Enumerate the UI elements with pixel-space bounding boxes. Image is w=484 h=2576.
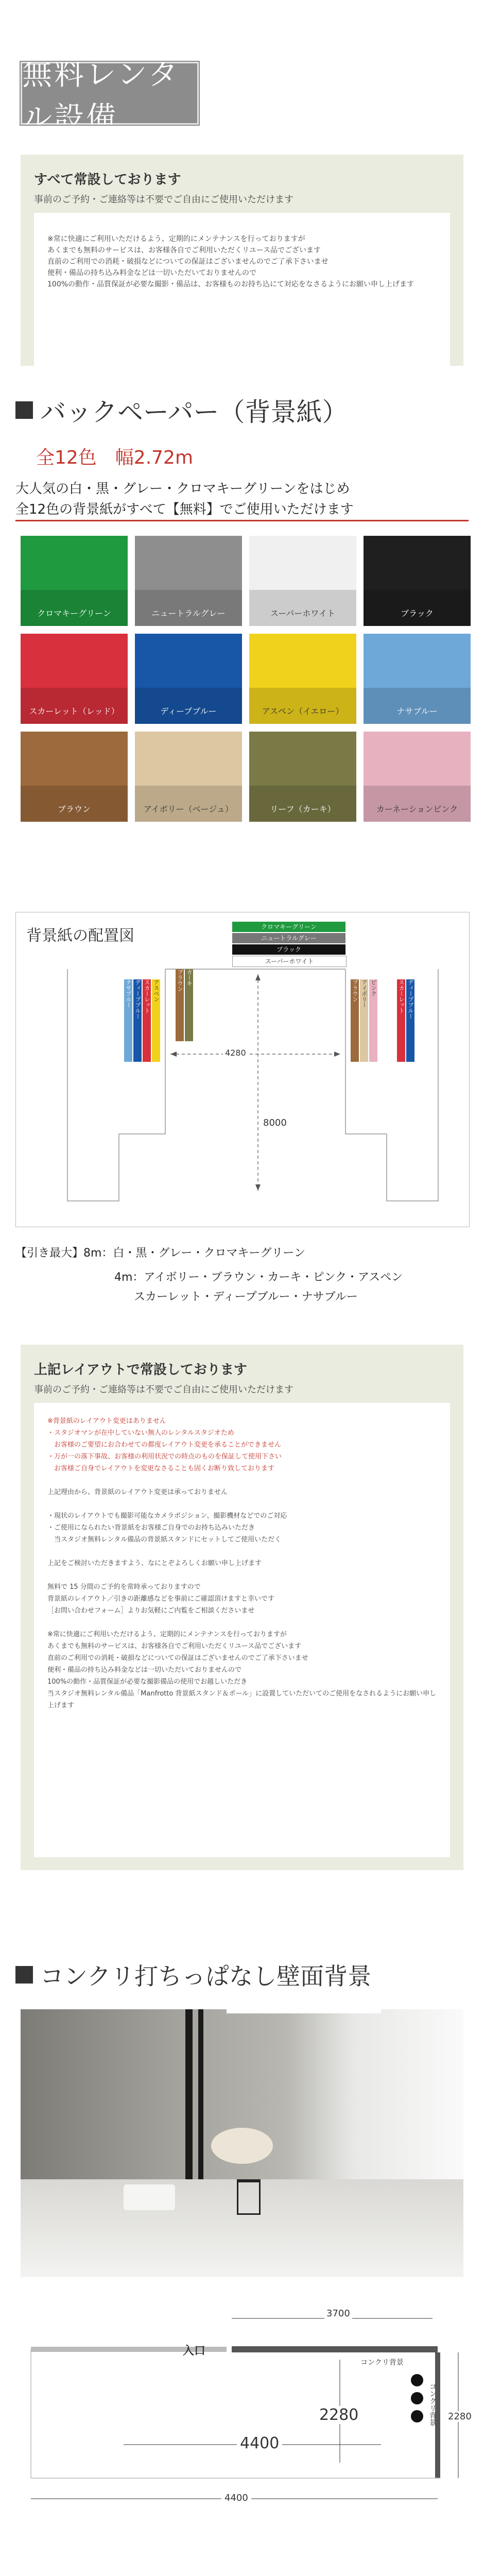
black-pipe	[198, 2009, 203, 2179]
notice-subtext: 事前のご予約・ご連絡等は不要でご自由にご使用いただけます	[34, 194, 293, 205]
notice-body	[34, 213, 450, 366]
notice2-line: ・万が一の落下事故、お客様の利用状況での時点のものを保証して使用下さい	[47, 1453, 282, 1461]
floor-plan-lines	[21, 2308, 463, 2509]
white-sofa	[124, 2184, 175, 2210]
notice2-line: 背景紙のレイアウト／引きの距離感などを事前にご確認頂けますと幸いです	[47, 1595, 274, 1603]
notice-line: 100%の動作・品質保証が必要な撮影・備品は、お客様ものお持ち込にて対応をなさるようにお願い申し上げます	[47, 280, 414, 289]
concrete-bg-label-top: コンクリ背景	[360, 2359, 404, 2367]
notice2-subtext: 事前のご予約・ご連絡等は不要でご自由にご使用いただけます	[34, 1384, 293, 1395]
notice2-line: あくまでも無料のサービスは、お客様各自でご利用いただくリユース品でございます	[47, 1642, 302, 1650]
swatch-label: ニュートラルグレー	[151, 608, 226, 618]
notice2-line	[47, 1475, 437, 1486]
backpaper-swatch	[364, 536, 471, 626]
notice2-line: 100%の動作・品質保証が必要な撮影備品の使用でお越しいただき	[47, 1678, 248, 1686]
swatch-label: ディープブルー	[160, 706, 217, 716]
notice2-line: ※常に快適にご利用いただけるよう、定期的にメンテナンスを行っておりますが	[47, 1631, 287, 1638]
bottom-width-label: 4400	[221, 2493, 251, 2503]
right-paper-deep: ディープブルー	[406, 979, 414, 1062]
top-paper-green: クロマキーグリーン	[232, 922, 345, 932]
backpaper-swatch	[364, 732, 471, 822]
swatch-label: カーネーションピンク	[376, 804, 458, 814]
top-paper-white: スーパーホワイト	[232, 956, 347, 967]
layout-diagram	[15, 912, 470, 1227]
notice2-line: 直前のご利用での消耗・破損などについての保証はございませんのでご了承下さいませ	[47, 1654, 308, 1662]
swatch-label: ブラック	[401, 608, 434, 618]
backpaper-swatch	[135, 536, 242, 626]
left-paper-scarlet: スカーレット	[143, 979, 151, 1062]
notice2-line: 当スタジオ無料レンタル備品「Manfrotto 背景紙スタンド＆ポール」に設置していただいてのご使用をなされるようにお願い申し上げます	[47, 1690, 437, 1709]
concrete-studio-photo	[21, 2009, 463, 2277]
backpaper-heading	[15, 392, 348, 429]
swatch-label: スーパーホワイト	[270, 608, 335, 618]
inner-width-label: 4400	[237, 2434, 282, 2452]
swatch-label: スカーレット（レッド）	[29, 706, 119, 716]
maxdepth-line-2b: スカーレット・ディープブルー・ナサブルー	[134, 1291, 358, 1303]
entrance-label: 入口	[183, 2345, 206, 2358]
maxdepth-line-2a: 4m：アイボリー・ブラウン・カーキ・ピンク・アスペン	[114, 1271, 403, 1284]
top-paper-black: ブラック	[232, 944, 345, 955]
left-paper-aspen: アスペン	[152, 979, 160, 1062]
concrete-heading	[15, 1958, 371, 1992]
page-title: 無料レンタル設備	[21, 62, 199, 125]
notice-line: あくまでも無料のサービスは、お客様各自でご利用いただくリユース品でございます	[47, 246, 321, 255]
left-paper-deep: ディープブルー	[133, 979, 142, 1062]
swatch-label: リーフ（カーキ）	[270, 804, 336, 814]
backpaper-swatch	[21, 536, 128, 626]
top-width-label: 3700	[324, 2308, 352, 2319]
ceiling-light	[227, 2009, 381, 2013]
right-paper-scarlet: スカーレット	[397, 979, 405, 1062]
pampas-decoration	[211, 2128, 273, 2164]
notice2-line: 上記をご検討いただきますよう、なにとぞよろしくお願い申し上げます	[47, 1560, 262, 1567]
notice2-line	[47, 1569, 437, 1581]
notice2-line: ※背景紙のレイアウト変更はありません	[47, 1417, 166, 1425]
top-paper-grey: ニュートラルグレー	[232, 933, 345, 943]
right-paper-ivory: アイボリー	[360, 979, 368, 1062]
backpaper-swatch	[249, 536, 356, 626]
left-paper-khaki: カーキ	[185, 969, 193, 1041]
concrete-floor-plan	[21, 2308, 472, 2509]
swatch-label: クロマキーグリーン	[37, 608, 111, 618]
right-paper-pink: ピンク	[369, 979, 377, 1062]
swatch-label: ブラウン	[57, 804, 91, 814]
notice2-line: ・スタジオマンが在中していない無人のレンタルスタジオため	[47, 1429, 234, 1437]
left-paper-nasa: ナサブルー	[124, 979, 132, 1062]
notice-heading: すべて常設しております	[34, 172, 181, 188]
backpaper-desc-1: 大人気の白・黒・グレー・クロマキーグリーンをはじめ	[15, 481, 350, 497]
backpaper-count: 全12色 幅2.72m	[36, 447, 194, 468]
notice2-line: ・現状のレイアウトでも撮影可能なカメラポジション、撮影機材などでのご対応	[47, 1512, 287, 1520]
swatch-label: アイボリー（ベージュ）	[144, 804, 233, 814]
heading-square-icon	[15, 401, 33, 419]
notice-panel-1	[21, 155, 463, 366]
layout-heading: 背景紙の配置図	[26, 927, 134, 945]
swatch-label: ナサブルー	[396, 706, 438, 716]
notice2-line: お客様ご自身でレイアウトを変更なさることも固くお断り致しております	[47, 1465, 274, 1472]
backpaper-swatch	[21, 732, 128, 822]
notice2-line	[47, 1617, 437, 1629]
backpaper-swatch	[249, 732, 356, 822]
room-outline	[16, 912, 469, 1227]
backpaper-swatch	[249, 634, 356, 724]
notice-line: 便利・備品の持ち込み料金などは一切いただいておりませんので	[47, 269, 256, 277]
notice-panel-2	[21, 1345, 463, 1870]
height-right-label: 2280	[448, 2411, 472, 2422]
notice2-line: お客様のご要望にお合わせての都度レイアウト変更を承ることができません	[47, 1441, 281, 1449]
notice2-line: ・ご使用になられたい背景紙をお客様ご自身でのお持ち込みいただき	[47, 1524, 255, 1532]
notice-line: 直前のご利用での消耗・破損などについての保証はございませんのでご了承下さいませ	[47, 258, 329, 266]
left-paper-brown: ブラウン	[176, 969, 184, 1041]
maxdepth-line-1: 【引き最大】8m：白・黒・グレー・クロマキーグリーン	[15, 1247, 305, 1260]
notice2-body	[34, 1403, 450, 1857]
notice2-line	[47, 1498, 437, 1510]
black-pipe	[185, 2009, 193, 2179]
notice2-line: 上記理由から、背景紙のレイアウト変更は承っておりません	[47, 1488, 228, 1496]
backpaper-heading-text: バックペーパー（背景紙）	[40, 397, 348, 427]
notice-line: ※常に快適にご利用いただけるよう、定期的にメンテナンスを行っておりますが	[47, 235, 305, 243]
backpaper-swatch	[364, 634, 471, 724]
backpaper-desc-2: 全12色の背景紙がすべて【無料】でご使用いただけます	[15, 499, 469, 521]
depth-label: 8000	[263, 1117, 287, 1128]
heading-square-icon	[15, 1966, 33, 1984]
notice2-line	[47, 1546, 437, 1557]
notice2-line: 当スタジオ無料レンタル備品の背景紙スタンドにセットしてご使用いただく	[47, 1536, 282, 1544]
backpaper-swatch	[21, 634, 128, 724]
concrete-bg-label-side: コンクリ背景	[428, 2383, 437, 2426]
backpaper-swatch	[135, 732, 242, 822]
width-label: 4280	[223, 1048, 248, 1058]
notice2-line: 無料で 15 分間のご予約を常時承っておりますので	[47, 1583, 201, 1591]
notice2-line: ［お問い合わせフォーム］よりお気軽にご内覧をご相談くださいませ	[47, 1607, 255, 1615]
right-paper-brown: ブラウン	[351, 979, 359, 1062]
swatch-label: アスペン（イエロー）	[262, 706, 344, 716]
height-inner-label: 2280	[319, 2406, 359, 2424]
backpaper-swatch	[135, 634, 242, 724]
notice2-line: 便利・備品の持ち込み料金などは一切いただいておりませんので	[47, 1666, 242, 1674]
concrete-heading-text: コンクリ打ちっぱなし壁面背景	[40, 1962, 372, 1990]
notice2-heading: 上記レイアウトで常設しております	[34, 1362, 247, 1378]
stool	[237, 2179, 261, 2215]
